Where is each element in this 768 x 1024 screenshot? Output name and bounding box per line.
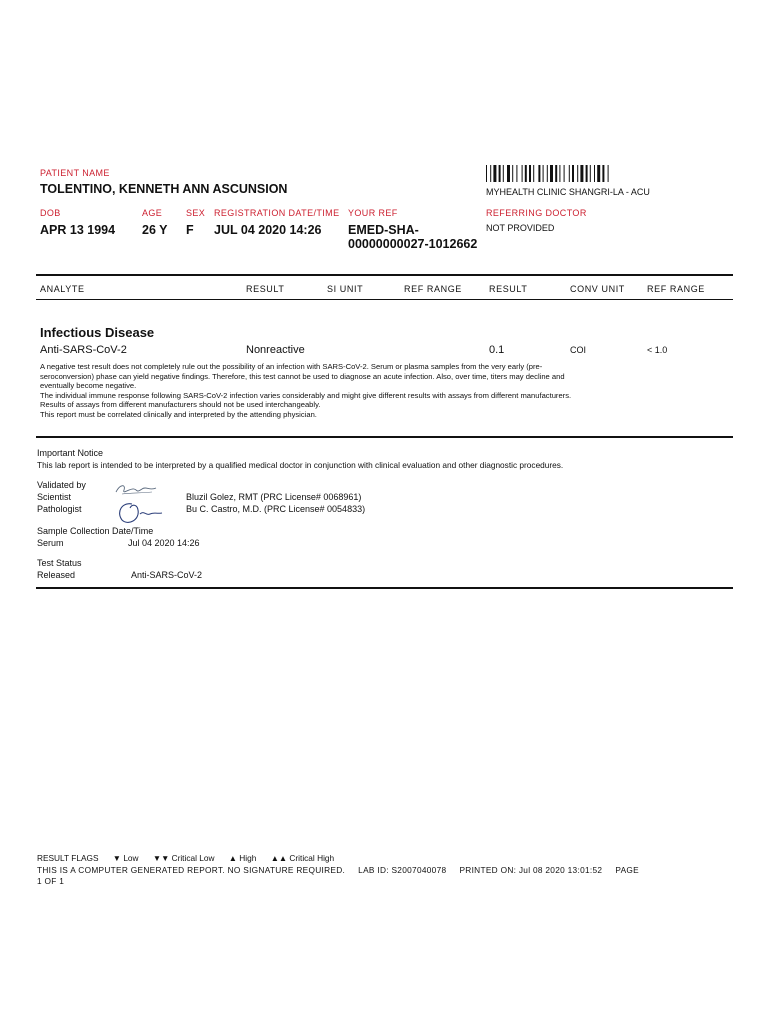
registration-label: REGISTRATION DATE/TIME bbox=[214, 208, 340, 218]
scientist-signature bbox=[112, 480, 162, 498]
barcode-bar bbox=[580, 165, 583, 182]
sample-title: Sample Collection Date/Time bbox=[37, 526, 154, 536]
scientist-name: Bluzil Golez, RMT (PRC License# 0068961) bbox=[186, 492, 362, 502]
note-line: A negative test result does not completely rule out the possibility of an infection with SARS-CoV-2. Serum or plasma samples from the very early (pre- bbox=[40, 362, 543, 371]
pathologist-label: Pathologist bbox=[37, 504, 82, 514]
referring-doctor-value: NOT PROVIDED bbox=[486, 223, 555, 233]
flags-label: RESULT FLAGS bbox=[37, 853, 99, 863]
age-label: AGE bbox=[142, 208, 163, 218]
col-si-unit: SI UNIT bbox=[327, 284, 364, 294]
barcode-bar bbox=[522, 165, 523, 182]
barcode-image bbox=[486, 165, 659, 182]
barcode-bar bbox=[503, 165, 504, 182]
clinic-name: MYHEALTH CLINIC SHANGRI-LA - ACU bbox=[486, 187, 650, 197]
col-result: RESULT bbox=[246, 284, 285, 294]
note-line: eventually become negative. bbox=[40, 381, 137, 391]
flag-high: ▲ High bbox=[228, 853, 257, 863]
barcode-bar bbox=[597, 165, 600, 182]
status-title: Test Status bbox=[37, 558, 82, 568]
barcode-bar bbox=[499, 165, 501, 182]
col-conv-result: RESULT bbox=[489, 284, 528, 294]
analyte-conv-unit: COI bbox=[570, 345, 587, 355]
patient-name-label: PATIENT NAME bbox=[40, 168, 110, 178]
flag-critical-high: ▲▲ Critical High bbox=[270, 853, 335, 863]
your-ref-line1: EMED-SHA- bbox=[348, 223, 419, 237]
note-line: The individual immune response following SARS-CoV-2 infection varies considerably and might give different results with assays from different manufacturers. bbox=[40, 390, 572, 400]
your-ref-line2: 00000000027-1012662 bbox=[348, 237, 478, 251]
analyte-conv-range: < 1.0 bbox=[647, 345, 668, 355]
dob-value: APR 13 1994 bbox=[40, 223, 116, 237]
barcode-bar bbox=[490, 165, 491, 182]
barcode-bar bbox=[525, 165, 527, 182]
table-header-divider bbox=[36, 299, 733, 300]
pathologist-name: Bu C. Castro, M.D. (PRC License# 0054833) bbox=[186, 504, 366, 514]
barcode-bar bbox=[547, 165, 548, 182]
footer-page: 1 OF 1 bbox=[37, 876, 65, 886]
col-analyte: ANALYTE bbox=[40, 284, 85, 294]
barcode-bar bbox=[577, 165, 578, 182]
barcode-bar bbox=[550, 165, 553, 182]
note-line: seroconversion) phase can yield negative findings. Therefore, this test cannot be used to diagnose an acute infection. Also, over time, titers may decline and bbox=[40, 371, 565, 381]
barcode-bar bbox=[608, 165, 609, 182]
header-divider bbox=[36, 274, 733, 276]
registration-value: JUL 04 2020 14:26 bbox=[214, 223, 322, 237]
barcode-bar bbox=[590, 165, 591, 182]
barcode-bar bbox=[507, 165, 510, 182]
analyte-conv-result: 0.1 bbox=[489, 344, 505, 356]
status-value: Anti-SARS-CoV-2 bbox=[131, 570, 203, 580]
sample-datetime: Jul 04 2020 14:26 bbox=[128, 538, 200, 548]
barcode-bar bbox=[543, 165, 544, 182]
notes-divider bbox=[36, 436, 733, 438]
barcode-bar bbox=[533, 165, 534, 182]
barcode-bar bbox=[559, 165, 560, 182]
barcode-bar bbox=[586, 165, 588, 182]
section-title: Infectious Disease bbox=[40, 325, 155, 340]
barcode-bar bbox=[555, 165, 557, 182]
barcode-bar bbox=[512, 165, 513, 182]
barcode-bar bbox=[538, 165, 540, 182]
notice-title: Important Notice bbox=[37, 448, 104, 458]
sex-label: SEX bbox=[186, 208, 206, 218]
barcode-bar bbox=[493, 165, 496, 182]
your-ref-label: YOUR REF bbox=[348, 208, 398, 218]
col-conv-unit: CONV UNIT bbox=[570, 284, 625, 294]
barcode-bar bbox=[516, 165, 517, 182]
result-flags bbox=[37, 853, 334, 863]
age-value: 26 Y bbox=[142, 223, 168, 237]
dob-label: DOB bbox=[40, 208, 61, 218]
barcode-bar bbox=[572, 165, 574, 182]
col-ref-range: REF RANGE bbox=[404, 284, 462, 294]
footer-line: THIS IS A COMPUTER GENERATED REPORT. NO SIGNATURE REQUIRED. LAB ID: S2007040078 PRINTED ON: Jul 08 2020 13:01:52 PAGE bbox=[37, 865, 639, 875]
barcode-bar bbox=[594, 165, 595, 182]
result-notes bbox=[40, 362, 571, 420]
pathologist-signature bbox=[112, 498, 168, 528]
status-divider bbox=[36, 587, 733, 589]
referring-doctor-label: REFERRING DOCTOR bbox=[486, 208, 587, 218]
validated-by-title: Validated by bbox=[37, 480, 86, 490]
sex-value: F bbox=[186, 223, 194, 237]
status-label: Released bbox=[37, 570, 76, 580]
analyte-name: Anti-SARS-CoV-2 bbox=[40, 344, 127, 356]
barcode-bar bbox=[486, 165, 487, 182]
flag-low: ▼ Low bbox=[112, 853, 139, 863]
col-conv-ref-range: REF RANGE bbox=[647, 284, 705, 294]
barcode-bar bbox=[564, 165, 565, 182]
notice-text: This lab report is intended to be interpreted by a qualified medical doctor in conjunction with clinical evaluation and other diagnostic procedures. bbox=[37, 460, 564, 470]
patient-name: TOLENTINO, KENNETH ANN ASCUNSION bbox=[40, 182, 288, 196]
barcode-bar bbox=[529, 165, 531, 182]
note-line: This report must be correlated clinically and interpreted by the attending physician. bbox=[40, 409, 317, 419]
barcode-bar bbox=[569, 165, 570, 182]
scientist-label: Scientist bbox=[37, 492, 72, 502]
sample-type: Serum bbox=[37, 538, 64, 548]
barcode-bar bbox=[602, 165, 604, 182]
note-line: Results of assays from different manufacturers should not be used interchangeably. bbox=[40, 400, 321, 410]
flag-critical-low: ▼▼ Critical Low bbox=[152, 853, 215, 863]
analyte-result: Nonreactive bbox=[246, 344, 305, 356]
